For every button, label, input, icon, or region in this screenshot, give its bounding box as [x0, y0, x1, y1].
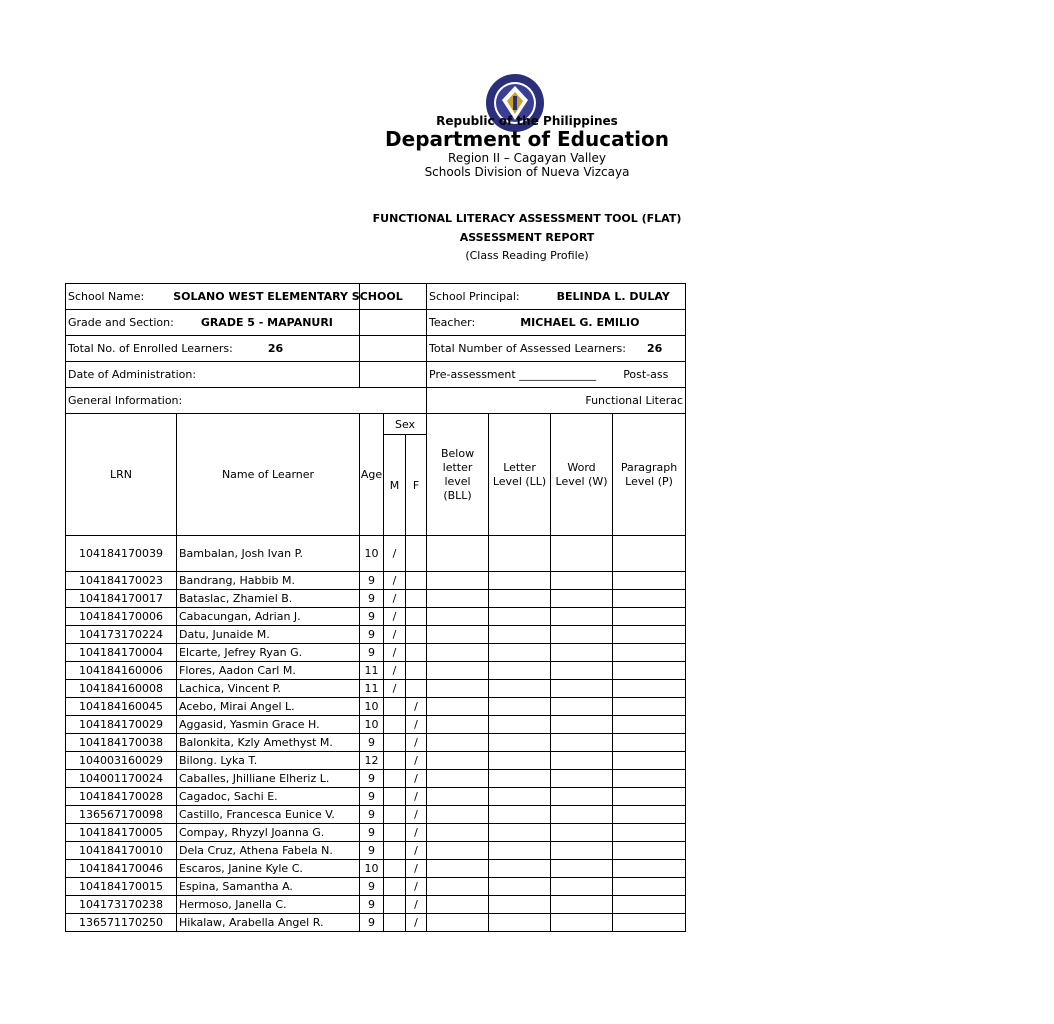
learner-sex-m [384, 914, 406, 932]
assessed-label: Total Number of Assessed Learners: [429, 342, 626, 355]
learner-name: Hermoso, Janella C. [177, 896, 360, 914]
p-column-header: Paragraph Level (P) [613, 414, 686, 536]
learner-age: 9 [360, 914, 384, 932]
w-column-header: Word Level (W) [551, 414, 613, 536]
learner-w [551, 824, 613, 842]
learner-sex-m: / [384, 644, 406, 662]
learner-age: 11 [360, 680, 384, 698]
learner-lrn: 104184160008 [66, 680, 177, 698]
table-row [66, 806, 686, 824]
learner-sex-m [384, 698, 406, 716]
learner-sex-m [384, 788, 406, 806]
learner-bll [427, 878, 489, 896]
learner-p [613, 824, 686, 842]
learner-sex-f [406, 572, 427, 590]
learner-sex-f: / [406, 896, 427, 914]
learner-p [613, 716, 686, 734]
learner-ll [489, 572, 551, 590]
learner-p [613, 698, 686, 716]
learner-age: 9 [360, 896, 384, 914]
learner-sex-m: / [384, 536, 406, 572]
learner-w [551, 896, 613, 914]
learner-name: Balonkita, Kzly Amethyst M. [177, 734, 360, 752]
learner-sex-f: / [406, 878, 427, 896]
learner-bll [427, 716, 489, 734]
table-row [66, 662, 686, 680]
post-assessment-field: Post-ass [623, 368, 669, 381]
learner-sex-m: / [384, 680, 406, 698]
column-header-row-1 [66, 414, 686, 435]
learner-name: Espina, Samantha A. [177, 878, 360, 896]
table-row [66, 752, 686, 770]
learner-ll [489, 806, 551, 824]
learner-lrn: 104184170006 [66, 608, 177, 626]
learner-sex-m: / [384, 608, 406, 626]
table-row [66, 842, 686, 860]
learner-p [613, 644, 686, 662]
learner-bll [427, 752, 489, 770]
learner-lrn: 104003160029 [66, 752, 177, 770]
region-text: Region II – Cagayan Valley [448, 151, 606, 165]
learner-lrn: 104184170015 [66, 878, 177, 896]
teacher-value: MICHAEL G. EMILIO [520, 316, 640, 329]
learner-sex-m: / [384, 626, 406, 644]
learner-bll [427, 734, 489, 752]
learner-ll [489, 716, 551, 734]
learner-lrn: 104173170238 [66, 896, 177, 914]
learner-w [551, 698, 613, 716]
learner-bll [427, 806, 489, 824]
learner-bll [427, 626, 489, 644]
learner-sex-m: / [384, 590, 406, 608]
learner-ll [489, 626, 551, 644]
learner-p [613, 878, 686, 896]
learner-p [613, 770, 686, 788]
learner-sex-f: / [406, 698, 427, 716]
table-row [66, 878, 686, 896]
learner-sex-m [384, 824, 406, 842]
info-row-grade [66, 310, 686, 336]
profile-subtitle: (Class Reading Profile) [465, 249, 589, 262]
info-row-enrolled [66, 336, 686, 362]
learner-sex-m [384, 734, 406, 752]
learner-bll [427, 590, 489, 608]
learner-p [613, 536, 686, 572]
learner-w [551, 536, 613, 572]
learner-age: 9 [360, 788, 384, 806]
learner-age: 11 [360, 662, 384, 680]
learner-p [613, 806, 686, 824]
department-title: Department of Education [385, 127, 669, 151]
learner-lrn: 104184170005 [66, 824, 177, 842]
learner-p [613, 788, 686, 806]
learner-sex-f [406, 608, 427, 626]
table-row [66, 536, 686, 572]
sex-column-header: Sex [384, 414, 427, 435]
learner-sex-f [406, 644, 427, 662]
learner-name: Elcarte, Jefrey Ryan G. [177, 644, 360, 662]
learner-sex-f: / [406, 824, 427, 842]
learner-ll [489, 536, 551, 572]
general-info-label: General Information: [66, 388, 360, 414]
learner-name: Dela Cruz, Athena Fabela N. [177, 842, 360, 860]
learner-sex-m [384, 842, 406, 860]
learner-age: 9 [360, 572, 384, 590]
learner-ll [489, 698, 551, 716]
republic-text: Republic of the Philippines [436, 114, 618, 128]
learner-lrn: 104184170004 [66, 644, 177, 662]
learner-lrn: 104184170010 [66, 842, 177, 860]
learner-age: 9 [360, 608, 384, 626]
learner-name: Flores, Aadon Carl M. [177, 662, 360, 680]
learner-bll [427, 572, 489, 590]
learner-sex-m [384, 860, 406, 878]
learner-age: 9 [360, 806, 384, 824]
learner-sex-f: / [406, 734, 427, 752]
learner-age: 9 [360, 770, 384, 788]
learner-w [551, 734, 613, 752]
learner-name: Hikalaw, Arabella Angel R. [177, 914, 360, 932]
division-text: Schools Division of Nueva Vizcaya [424, 165, 630, 179]
learner-age: 9 [360, 590, 384, 608]
info-row-general [66, 388, 686, 414]
learner-lrn: 136567170098 [66, 806, 177, 824]
learner-ll [489, 734, 551, 752]
learner-sex-m: / [384, 572, 406, 590]
learner-sex-f [406, 536, 427, 572]
enrolled-value: 26 [267, 342, 284, 355]
learner-w [551, 878, 613, 896]
principal-label: School Principal: [429, 290, 520, 303]
grade-value: GRADE 5 - MAPANURI [200, 316, 333, 329]
learner-lrn: 104184170023 [66, 572, 177, 590]
assessed-value: 26 [646, 342, 663, 355]
learner-ll [489, 896, 551, 914]
learner-ll [489, 788, 551, 806]
table-row [66, 896, 686, 914]
learner-lrn: 104184170017 [66, 590, 177, 608]
learner-bll [427, 608, 489, 626]
learner-age: 9 [360, 824, 384, 842]
learner-w [551, 662, 613, 680]
ll-column-header: Letter Level (LL) [489, 414, 551, 536]
learner-ll [489, 590, 551, 608]
learner-sex-f: / [406, 752, 427, 770]
learner-name: Lachica, Vincent P. [177, 680, 360, 698]
learner-bll [427, 896, 489, 914]
learner-ll [489, 824, 551, 842]
learner-w [551, 680, 613, 698]
teacher-label: Teacher: [429, 316, 476, 329]
learner-name: Compay, Rhyzyl Joanna G. [177, 824, 360, 842]
learner-bll [427, 842, 489, 860]
learner-p [613, 626, 686, 644]
school-name-label: School Name: [68, 290, 145, 303]
table-row [66, 734, 686, 752]
learner-w [551, 572, 613, 590]
learner-age: 9 [360, 734, 384, 752]
learner-name: Bataslac, Zhamiel B. [177, 590, 360, 608]
learner-bll [427, 662, 489, 680]
table-row [66, 860, 686, 878]
learner-sex-f [406, 626, 427, 644]
learner-sex-m [384, 896, 406, 914]
name-column-header: Name of Learner [177, 414, 360, 536]
learner-lrn: 104184170028 [66, 788, 177, 806]
learner-p [613, 590, 686, 608]
learner-p [613, 734, 686, 752]
age-column-header: Age [360, 414, 384, 536]
learner-p [613, 842, 686, 860]
principal-value: BELINDA L. DULAY [556, 290, 670, 303]
learner-ll [489, 752, 551, 770]
bll-column-header: Below letter level (BLL) [427, 414, 489, 536]
table-row [66, 572, 686, 590]
table-row [66, 770, 686, 788]
learner-ll [489, 644, 551, 662]
learner-name: Escaros, Janine Kyle C. [177, 860, 360, 878]
pre-assessment-field: Pre-assessment ______________ [429, 368, 597, 381]
table-row [66, 644, 686, 662]
learner-age: 9 [360, 644, 384, 662]
learner-w [551, 626, 613, 644]
table-row [66, 788, 686, 806]
learner-lrn: 104184170029 [66, 716, 177, 734]
learner-sex-f: / [406, 788, 427, 806]
m-column-header: M [384, 435, 406, 536]
enrolled-label: Total No. of Enrolled Learners: [68, 342, 233, 355]
report-title: ASSESSMENT REPORT [459, 231, 595, 244]
table-row [66, 590, 686, 608]
grade-label: Grade and Section: [68, 316, 174, 329]
functional-literacy-label: Functional Literac [427, 388, 686, 414]
learner-sex-f: / [406, 806, 427, 824]
learner-bll [427, 536, 489, 572]
learner-sex-m [384, 716, 406, 734]
learner-bll [427, 914, 489, 932]
learner-bll [427, 644, 489, 662]
learner-w [551, 914, 613, 932]
learner-sex-m: / [384, 662, 406, 680]
class-reading-profile-table [65, 283, 686, 932]
learner-w [551, 716, 613, 734]
learner-lrn: 104001170024 [66, 770, 177, 788]
learner-ll [489, 860, 551, 878]
learner-name: Bilong. Lyka T. [177, 752, 360, 770]
learner-name: Castillo, Francesca Eunice V. [177, 806, 360, 824]
learner-sex-m [384, 752, 406, 770]
table-row [66, 680, 686, 698]
learner-lrn: 104184170046 [66, 860, 177, 878]
learner-bll [427, 770, 489, 788]
learner-ll [489, 914, 551, 932]
learner-bll [427, 680, 489, 698]
info-row-school [66, 284, 686, 310]
learner-name: Cabacungan, Adrian J. [177, 608, 360, 626]
learner-p [613, 608, 686, 626]
learner-age: 9 [360, 842, 384, 860]
table-row [66, 716, 686, 734]
learner-w [551, 752, 613, 770]
learner-sex-m [384, 878, 406, 896]
learner-sex-f [406, 680, 427, 698]
learner-sex-f: / [406, 770, 427, 788]
learner-p [613, 662, 686, 680]
learner-p [613, 680, 686, 698]
info-row-date [66, 362, 686, 388]
learner-lrn: 104184170038 [66, 734, 177, 752]
learner-age: 12 [360, 752, 384, 770]
learner-age: 10 [360, 536, 384, 572]
tool-title: FUNCTIONAL LITERACY ASSESSMENT TOOL (FLAT) [372, 212, 682, 225]
learner-name: Datu, Junaide M. [177, 626, 360, 644]
learner-name: Aggasid, Yasmin Grace H. [177, 716, 360, 734]
learner-name: Bambalan, Josh Ivan P. [177, 536, 360, 572]
school-name-value: SOLANO WEST ELEMENTARY SCHOOL [173, 290, 403, 303]
learner-bll [427, 698, 489, 716]
table-row [66, 914, 686, 932]
learner-lrn: 136571170250 [66, 914, 177, 932]
learner-age: 9 [360, 626, 384, 644]
learner-ll [489, 878, 551, 896]
table-row [66, 608, 686, 626]
learner-sex-f: / [406, 842, 427, 860]
table-row [66, 824, 686, 842]
learner-w [551, 608, 613, 626]
learner-sex-f [406, 662, 427, 680]
learner-age: 10 [360, 860, 384, 878]
date-label: Date of Administration: [66, 362, 360, 388]
learner-ll [489, 842, 551, 860]
learner-age: 9 [360, 878, 384, 896]
learner-sex-f: / [406, 860, 427, 878]
learner-bll [427, 824, 489, 842]
learner-w [551, 860, 613, 878]
learner-lrn: 104184160045 [66, 698, 177, 716]
learner-name: Caballes, Jhilliane Elheriz L. [177, 770, 360, 788]
table-row [66, 698, 686, 716]
f-column-header: F [406, 435, 427, 536]
learner-p [613, 860, 686, 878]
learner-p [613, 914, 686, 932]
learner-sex-m [384, 806, 406, 824]
learner-sex-f: / [406, 914, 427, 932]
table-row [66, 626, 686, 644]
learner-bll [427, 788, 489, 806]
learner-w [551, 770, 613, 788]
learner-name: Cagadoc, Sachi E. [177, 788, 360, 806]
learner-sex-m [384, 770, 406, 788]
learner-age: 10 [360, 716, 384, 734]
learner-p [613, 896, 686, 914]
learner-sex-f [406, 590, 427, 608]
learner-name: Acebo, Mirai Angel L. [177, 698, 360, 716]
learner-p [613, 572, 686, 590]
learner-age: 10 [360, 698, 384, 716]
learner-p [613, 752, 686, 770]
learner-ll [489, 680, 551, 698]
learner-name: Bandrang, Habbib M. [177, 572, 360, 590]
learner-w [551, 806, 613, 824]
learner-w [551, 788, 613, 806]
learner-lrn: 104184160006 [66, 662, 177, 680]
learner-bll [427, 860, 489, 878]
learner-w [551, 590, 613, 608]
learner-lrn: 104173170224 [66, 626, 177, 644]
learner-w [551, 644, 613, 662]
learner-ll [489, 662, 551, 680]
learner-sex-f: / [406, 716, 427, 734]
learner-w [551, 842, 613, 860]
learner-ll [489, 770, 551, 788]
learner-ll [489, 608, 551, 626]
learner-lrn: 104184170039 [66, 536, 177, 572]
lrn-column-header: LRN [66, 414, 177, 536]
